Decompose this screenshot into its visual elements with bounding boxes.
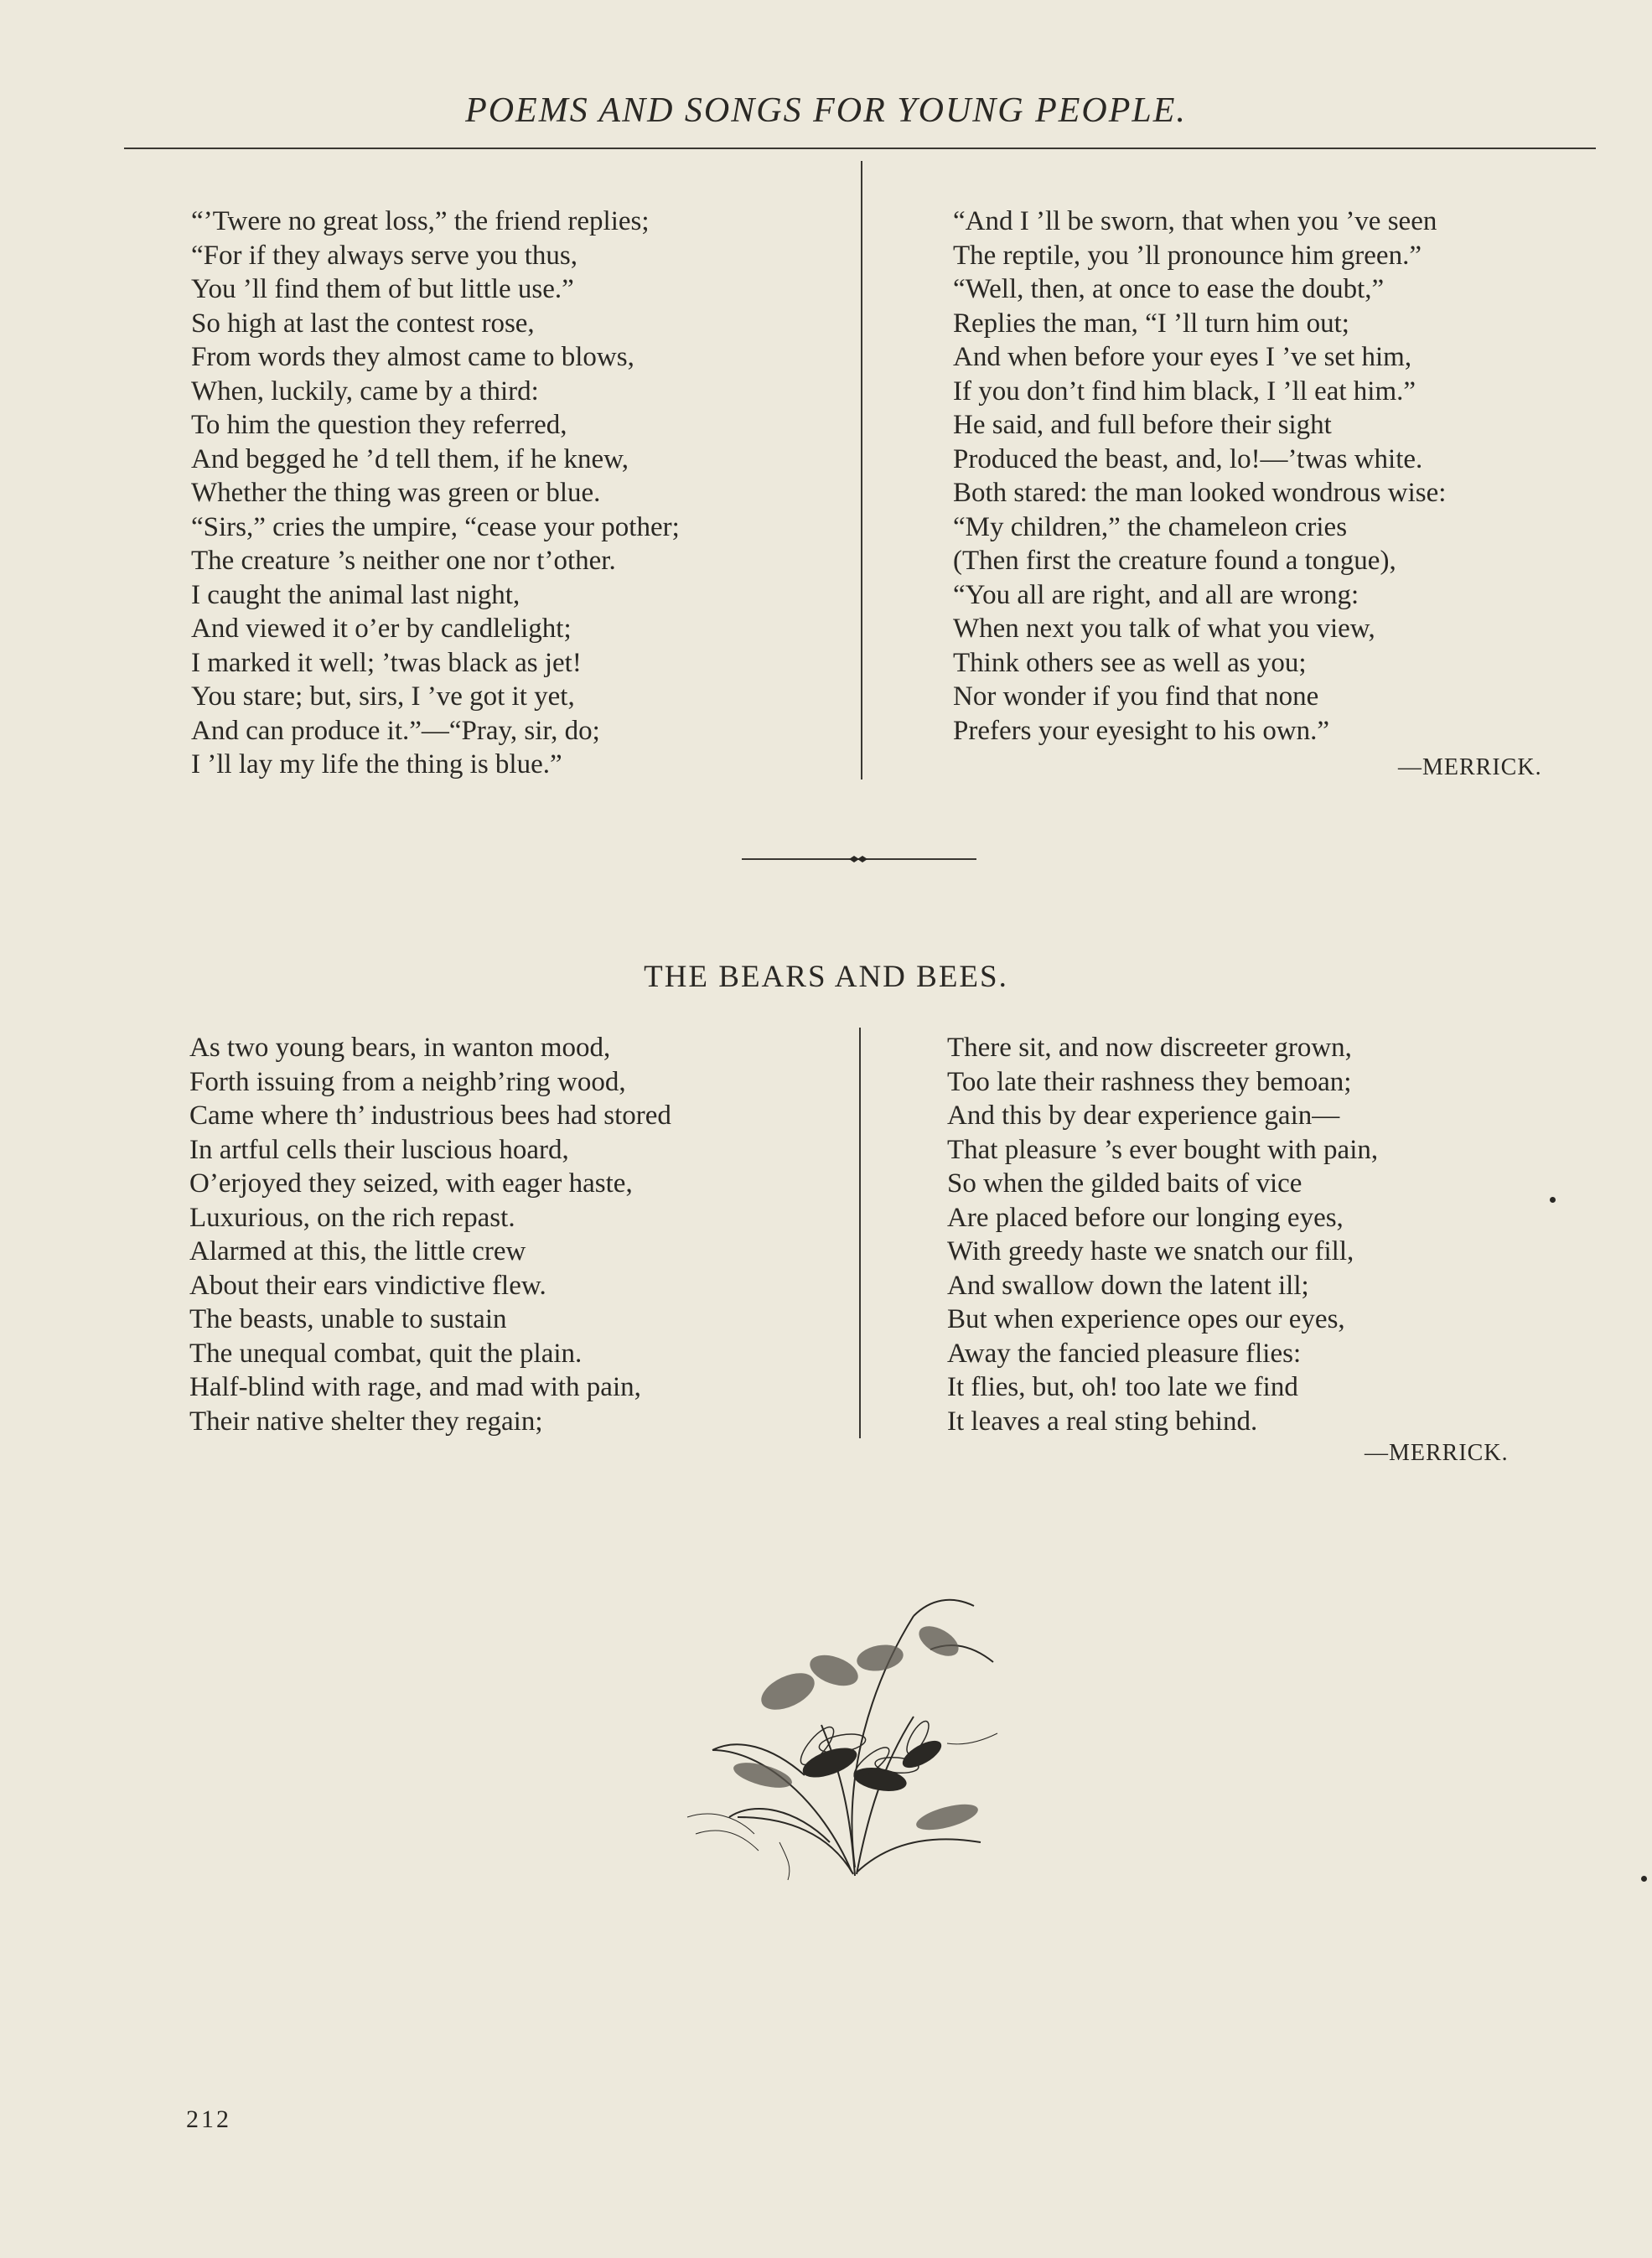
verse-line: The beasts, unable to sustain [189,1304,507,1334]
verse-line: Prefers your eyesight to his own.” [953,715,1330,746]
poem2-title: THE BEARS AND BEES. [644,960,1008,994]
verse-line: If you don’t find him black, I ’ll eat him.” [953,375,1416,407]
verse-line: The reptile, you ’ll pronounce him green.” [953,240,1422,271]
bees-flowers-illustration [662,1566,1048,1884]
verse-line: I ’ll lay my life the thing is blue.” [191,749,562,779]
verse-line: And begged he ’d tell them, if he knew, [191,443,629,474]
verse-line: Half-blind with rage, and mad with pain, [189,1372,641,1402]
poem1-credit: —MERRICK. [1398,754,1542,780]
verse-line: That pleasure ’s ever bought with pain, [947,1134,1379,1165]
verse-line: Came where th’ industrious bees had stored [189,1101,671,1131]
verse-line: Their native shelter they regain; [189,1406,543,1437]
verse-line: Both stared: the man looked wondrous wise: [953,478,1447,508]
verse-line: And swallow down the latent ill; [947,1270,1309,1301]
verse-line: Too late their rashness they bemoan; [947,1066,1352,1097]
verse-line: “’Twere no great loss,” the friend replies; [191,206,650,236]
verse-line: To him the question they referred, [191,410,567,440]
verse-line: O’erjoyed they seized, with eager haste, [189,1168,633,1199]
verse-line: And this by dear experience gain— [947,1101,1340,1131]
poem2-left-column [189,1031,671,1438]
verse-line: And viewed it o’er by candlelight; [191,614,572,644]
verse-line: But when experience opes our eyes, [947,1304,1345,1334]
verse-line: Replies the man, “I ’ll turn him out; [953,308,1349,339]
column-divider-2 [859,1028,861,1438]
verse-line: Think others see as well as you; [953,647,1307,678]
verse-line: There sit, and now discreeter grown, [947,1033,1352,1063]
verse-line: So when the gilded baits of vice [947,1168,1302,1199]
section-ornament [742,855,976,863]
column-divider [861,161,862,779]
verse-line: “For if they always serve you thus, [191,240,577,271]
verse-line: You stare; but, sirs, I ’ve got it yet, [191,681,575,712]
poem2-right-column [947,1031,1378,1438]
verse-line: So high at last the contest rose, [191,308,535,339]
verse-line: “My children,” the chameleon cries [953,511,1348,542]
poem1-right-column [953,205,1446,748]
verse-line: It flies, but, oh! too late we find [947,1372,1298,1402]
verse-line: With greedy haste we snatch our fill, [947,1236,1354,1266]
verse-line: The creature ’s neither one nor t’other. [191,546,616,576]
page-number: 212 [186,2105,231,2133]
verse-line: Are placed before our longing eyes, [947,1202,1344,1233]
verse-line: “And I ’ll be sworn, that when you ’ve seen [953,206,1437,236]
verse-line: Produced the beast, and, lo!—’twas white. [953,443,1423,474]
verse-line: Whether the thing was green or blue. [191,478,601,508]
verse-line: Alarmed at this, the little crew [189,1236,526,1266]
verse-line: I caught the animal last night, [191,579,520,610]
verse-line: You ’ll find them of but little use.” [191,274,574,304]
verse-line: As two young bears, in wanton mood, [189,1033,611,1063]
verse-line: From words they almost came to blows, [191,342,634,372]
verse-line: When, luckily, came by a third: [191,375,539,407]
verse-line: Luxurious, on the rich repast. [189,1202,515,1233]
verse-line: Away the fancied pleasure flies: [947,1338,1302,1369]
poem2-credit: —MERRICK. [1365,1440,1509,1466]
verse-line: I marked it well; ’twas black as jet! [191,647,582,678]
verse-line: And when before your eyes I ’ve set him, [953,342,1412,372]
verse-line: It leaves a real sting behind. [947,1406,1258,1437]
verse-line: Forth issuing from a neighb’ring wood, [189,1066,626,1097]
verse-line: He said, and full before their sight [953,410,1332,440]
verse-line: In artful cells their luscious hoard, [189,1134,569,1165]
poem1-left-column [191,205,680,782]
verse-line: “Sirs,” cries the umpire, “cease your pother; [191,511,680,542]
verse-line: When next you talk of what you view, [953,614,1375,644]
header-rule [124,148,1596,149]
verse-line: Nor wonder if you find that none [953,681,1319,712]
ink-speck [1550,1197,1556,1203]
running-head: POEMS AND SONGS FOR YOUNG PEOPLE. [465,91,1187,130]
verse-line: “Well, then, at once to ease the doubt,” [953,274,1385,304]
verse-line: About their ears vindictive flew. [189,1270,546,1301]
ink-speck [1641,1876,1647,1882]
verse-line: “You all are right, and all are wrong: [953,579,1359,610]
verse-line: (Then first the creature found a tongue), [953,546,1396,576]
verse-line: The unequal combat, quit the plain. [189,1338,583,1369]
verse-line: And can produce it.”—“Pray, sir, do; [191,715,600,746]
